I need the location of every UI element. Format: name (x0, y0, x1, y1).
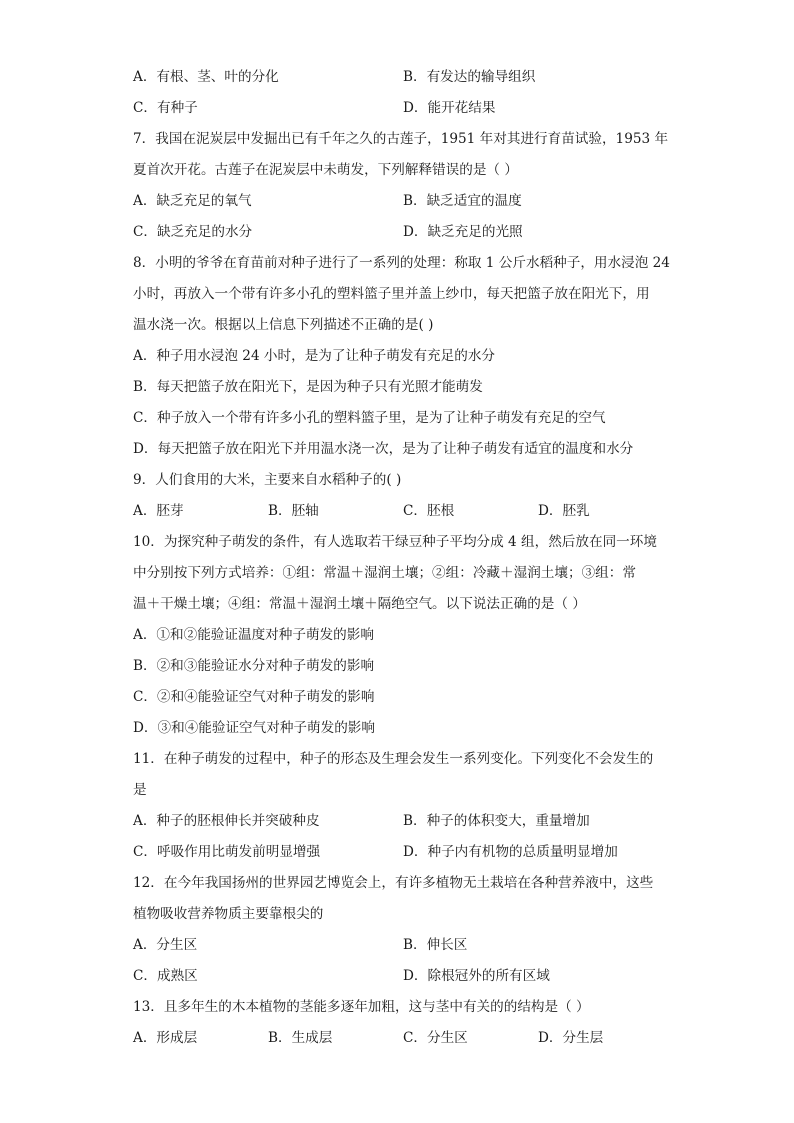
q9-option-d[interactable]: D．胚乳 (538, 503, 590, 519)
q8-option-d[interactable]: D．每天把篮子放在阳光下并用温水浇一次，是为了让种子萌发有适宜的温度和水分 (133, 441, 634, 457)
q10-stem-line3: 温＋干燥土壤；④组：常温＋湿润土壤＋隔绝空气。以下说法正确的是（ ） (133, 596, 586, 612)
q7-option-a[interactable]: A．缺乏充足的氧气 (133, 193, 252, 209)
q6-options-row1 (133, 62, 673, 93)
q12-option-a[interactable]: A．分生区 (133, 937, 198, 953)
q13-option-a[interactable]: A．形成层 (133, 1030, 198, 1046)
q9-options-row (133, 496, 673, 527)
q6-options-row2 (133, 93, 673, 124)
q6-option-d[interactable]: D．能开花结果 (403, 100, 496, 116)
q6-option-c[interactable]: C．有种子 (133, 100, 198, 116)
q9-option-c[interactable]: C．胚根 (403, 503, 455, 519)
q8-option-a[interactable]: A．种子用水浸泡 24 小时，是为了让种子萌发有充足的水分 (133, 348, 496, 364)
q11-options-row1 (133, 806, 673, 837)
q12-options-row1 (133, 930, 673, 961)
q10-option-b[interactable]: B．②和③能验证水分对种子萌发的影响 (133, 658, 375, 674)
q11-option-c[interactable]: C．呼吸作用比萌发前明显增强 (133, 844, 321, 860)
q10-stem-line2: 中分别按下列方式培养：①组：常温＋湿润土壤；②组：冷藏＋湿润土壤；③组：常 (133, 565, 636, 581)
q8-stem-line2: 小时，再放入一个带有许多小孔的塑料篮子里并盖上纱巾，每天把篮子放在阳光下，用 (133, 286, 650, 302)
q11-stem-line2: 是 (133, 782, 147, 798)
q6-option-a[interactable]: A．有根、茎、叶的分化 (133, 69, 279, 85)
q11-option-d[interactable]: D．种子内有机物的总质量明显增加 (403, 844, 618, 860)
question-page (133, 62, 673, 1054)
q13-stem: 13．且多年生的木本植物的茎能多逐年加粗，这与茎中有关的的结构是（ ） (133, 999, 590, 1015)
q12-option-d[interactable]: D．除根冠外的所有区域 (403, 968, 550, 984)
q12-stem-line2: 植物吸收营养物质主要靠根尖的 (133, 906, 324, 922)
q13-option-d[interactable]: D．分生层 (538, 1030, 604, 1046)
q9-stem: 9．人们食用的大米，主要来自水稻种子的( ) (133, 472, 402, 488)
q12-option-c[interactable]: C．成熟区 (133, 968, 198, 984)
q11-option-a[interactable]: A．种子的胚根伸长并突破种皮 (133, 813, 320, 829)
q6-option-b[interactable]: B．有发达的输导组织 (403, 69, 536, 85)
q12-stem-line1: 12．在今年我国扬州的世界园艺博览会上，有许多植物无土栽培在各种营养液中，这些 (133, 875, 654, 891)
q11-stem-line1: 11．在种子萌发的过程中，种子的形态及生理会发生一系列变化。下列变化不会发生的 (133, 751, 654, 767)
q7-option-c[interactable]: C．缺乏充足的水分 (133, 224, 253, 240)
q12-options-row2 (133, 961, 673, 992)
q9-option-b[interactable]: B．胚轴 (268, 503, 319, 519)
q7-stem-line1: 7．我国在泥炭层中发掘出已有千年之久的古莲子，1951 年对其进行育苗试验，1953 年 (133, 131, 669, 147)
q13-option-c[interactable]: C．分生区 (403, 1030, 468, 1046)
q8-option-c[interactable]: C．种子放入一个带有许多小孔的塑料篮子里，是为了让种子萌发有充足的空气 (133, 410, 606, 426)
q9-option-a[interactable]: A．胚芽 (133, 503, 184, 519)
q10-option-a[interactable]: A．①和②能验证温度对种子萌发的影响 (133, 627, 374, 643)
q8-stem-line3: 温水浇一次。根据以上信息下列描述不正确的是( ) (133, 317, 434, 333)
q7-option-d[interactable]: D．缺乏充足的光照 (403, 224, 523, 240)
q7-option-b[interactable]: B．缺乏适宜的温度 (403, 193, 522, 209)
q8-stem-line1: 8．小明的爷爷在育苗前对种子进行了一系列的处理：称取 1 公斤水稻种子，用水浸泡 24 (133, 255, 670, 271)
q11-options-row2 (133, 837, 673, 868)
q7-options-row1 (133, 186, 673, 217)
q10-stem-line1: 10．为探究种子萌发的条件，有人选取若干绿豆种子平均分成 4 组，然后放在同一环境 (133, 534, 657, 550)
q13-option-b[interactable]: B．生成层 (268, 1030, 333, 1046)
q10-option-d[interactable]: D．③和④能验证空气对种子萌发的影响 (133, 720, 375, 736)
q7-stem-line2: 夏首次开花。古莲子在泥炭层中未萌发，下列解释错误的是（ ） (133, 162, 518, 178)
q11-option-b[interactable]: B．种子的体积变大，重量增加 (403, 813, 590, 829)
q8-option-b[interactable]: B．每天把篮子放在阳光下，是因为种子只有光照才能萌发 (133, 379, 483, 395)
q12-option-b[interactable]: B．伸长区 (403, 937, 468, 953)
q7-options-row2 (133, 217, 673, 248)
q10-option-c[interactable]: C．②和④能验证空气对种子萌发的影响 (133, 689, 375, 705)
q13-options-row (133, 1023, 673, 1054)
